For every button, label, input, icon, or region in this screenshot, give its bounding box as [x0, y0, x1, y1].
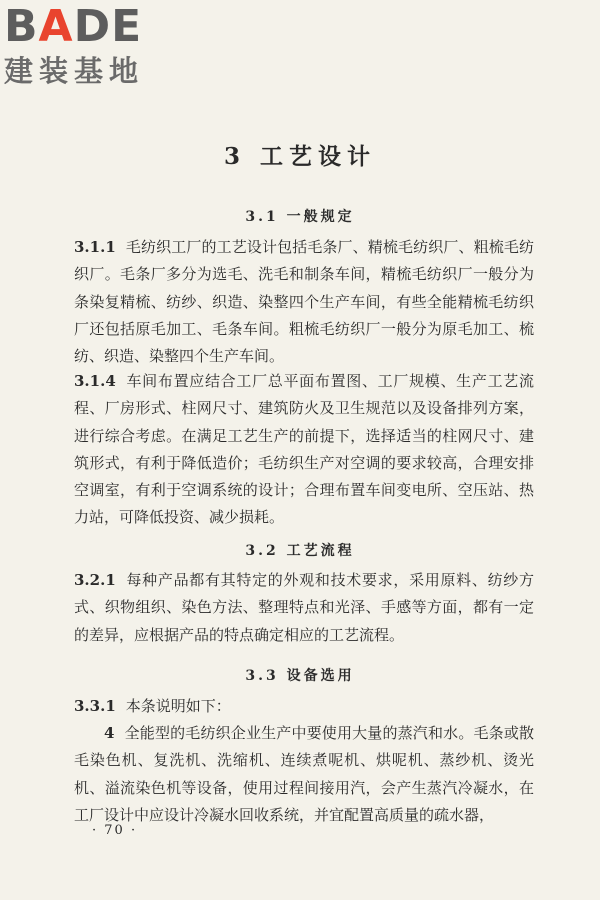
paragraph: [74, 567, 534, 649]
section-title: 3.3 设备选用: [245, 668, 355, 684]
clause-number: 3.3.1: [74, 697, 116, 715]
clause-number: 3.1.1: [74, 238, 116, 256]
paragraph: [74, 368, 534, 532]
paragraph-text: 全能型的毛纺织企业生产中要使用大量的蒸汽和水。毛条或散毛染色机、复洗机、洗缩机、连续煮呢机、烘呢机、蒸纱机、烫光机、溢流染色机等设备，使用过程间接用汽，会产生蒸汽冷凝水，在工厂设计中应设计冷凝水回收系统，并宜配置高质量的疏水器，: [74, 724, 534, 824]
clause-number: 3.2.1: [74, 571, 116, 589]
logo-subtitle: 建装基地: [4, 54, 145, 88]
logo-wordmark: BADE: [4, 1, 143, 52]
section-title: 3.2 工艺流程: [245, 543, 355, 559]
section-title: 3.1 一般规定: [245, 209, 355, 225]
page-number: · 70 ·: [92, 823, 138, 838]
clause-number: 3.1.4: [74, 372, 116, 390]
chapter-title: 3 工艺设计: [223, 143, 376, 170]
brand-logo: [4, 1, 174, 88]
paragraph-text: 车间布置应结合工厂总平面布置图、工厂规模、生产工艺流程、厂房形式、柱网尺寸、建筑防火及卫生规范以及设备排列方案，进行综合考虑。在满足工艺生产的前提下，选择适当的柱网尺寸、建筑形式，有利于降低造价；毛纺织生产对空调的要求较高，合理安排空调室，有利于空调系统的设计；合理布置车间变电所、空压站、热力站，可降低投资、减少损耗。: [74, 372, 534, 527]
paragraph: [74, 693, 534, 720]
paragraph: [74, 234, 534, 370]
paragraph: [74, 720, 534, 829]
paragraph-text: 每种产品都有其特定的外观和技术要求，采用原料、纺纱方式、织物组织、染色方法、整理特点和光泽、手感等方面，都有一定的差异，应根据产品的特点确定相应的工艺流程。: [74, 571, 534, 644]
item-number: 4: [104, 724, 115, 742]
paragraph-text: 毛纺织工厂的工艺设计包括毛条厂、精梳毛纺织厂、粗梳毛纺织厂。毛条厂多分为选毛、洗毛和制条车间，精梳毛纺织厂一般分为条染复精梳、纺纱、织造、染整四个生产车间，有些全能精梳毛纺织厂还包括原毛加工、毛条车间。粗梳毛纺织厂一般分为原毛加工、梳纺、织造、染整四个生产车间。: [74, 238, 534, 366]
paragraph-text: 本条说明如下：: [125, 697, 231, 715]
